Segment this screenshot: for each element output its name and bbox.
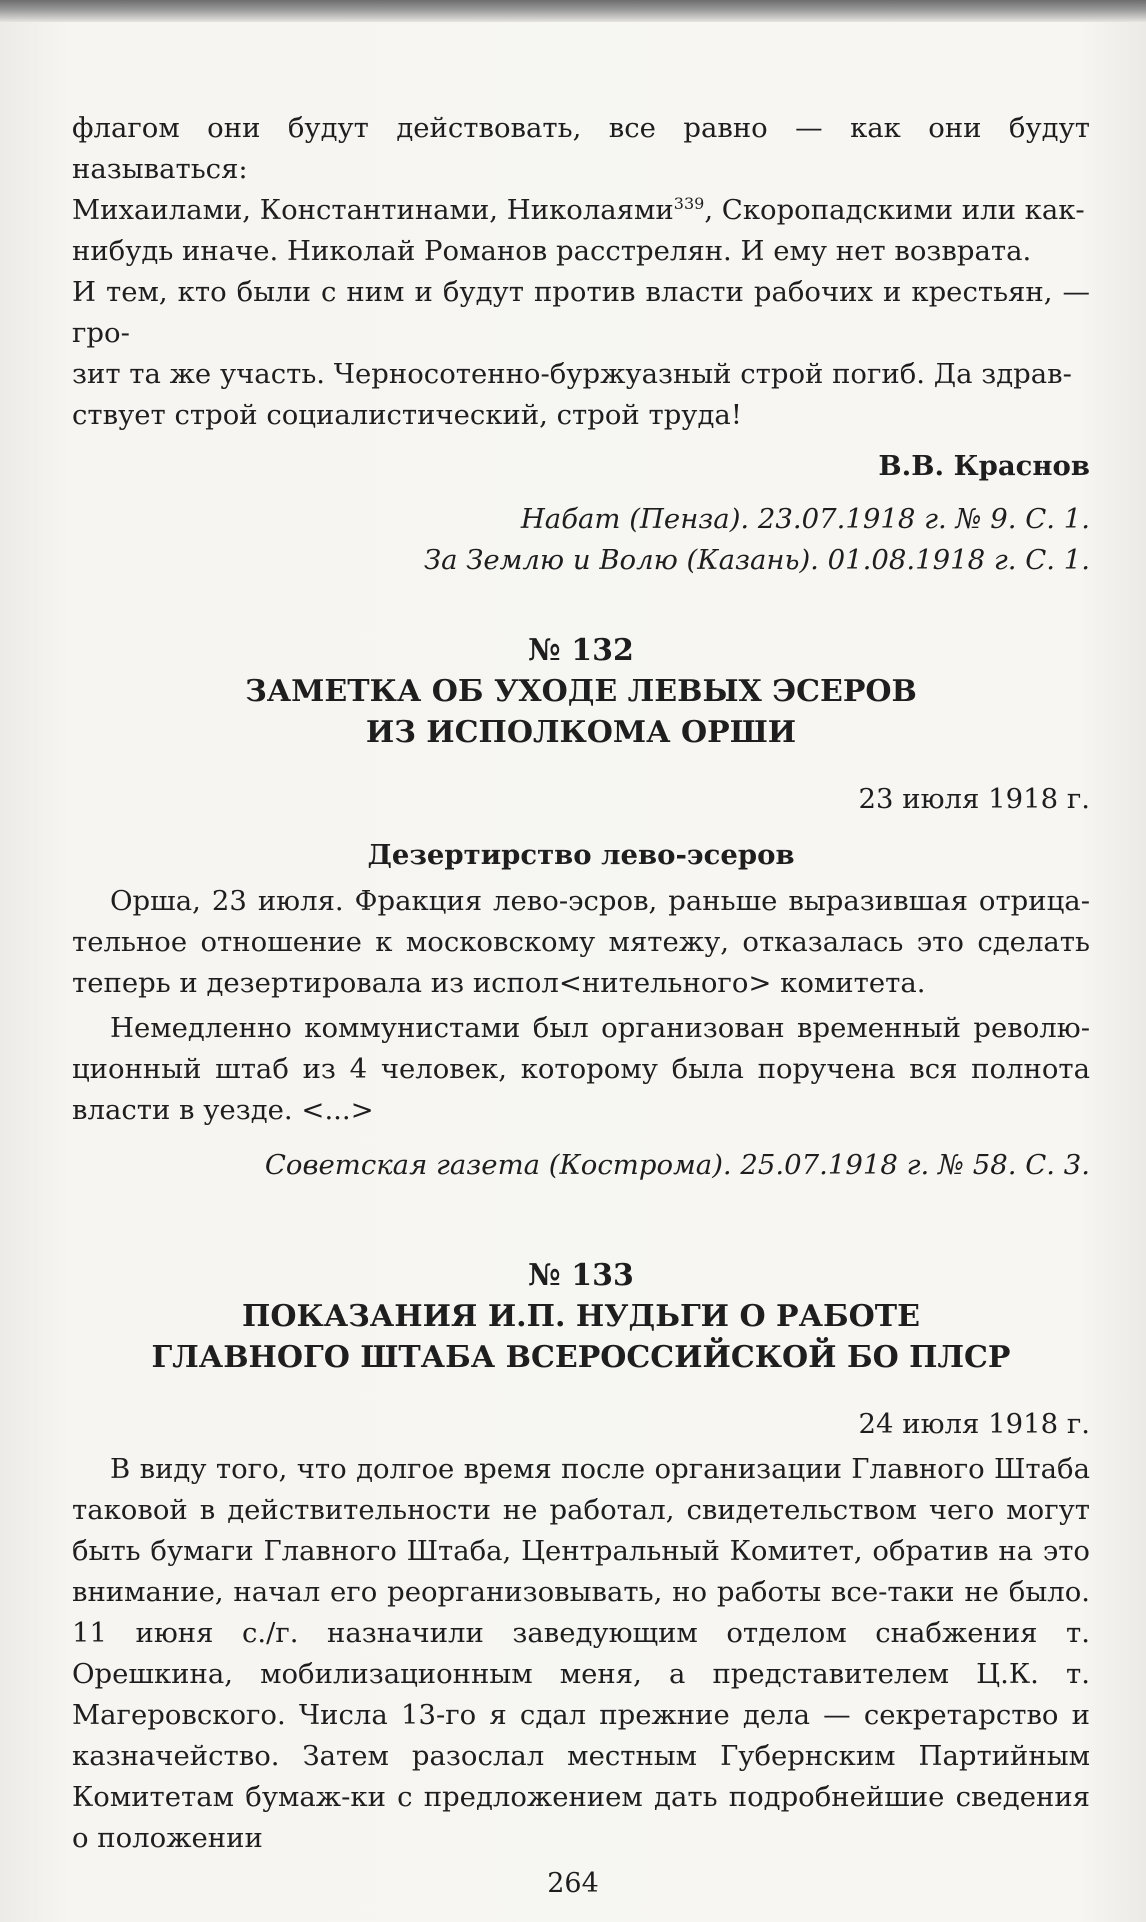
document-title: ГЛАВНОГО ШТАБА ВСЕРОССИЙСКОЙ БО ПЛСР [151, 1340, 1011, 1375]
intro-line: И тем, кто были с ним и будут против власти рабочих и крестьян, — гро- [72, 276, 1090, 349]
source-citation: Набат (Пенза). 23.07.1918 г. № 9. С. 1. [520, 503, 1090, 535]
author-signature: В.В. Краснов [878, 450, 1090, 482]
body-paragraph: Немедленно коммунистами был организован временный револю-ционный штаб из 4 человек, которому была поручена вся полнота власти в уезде. <...> [72, 1012, 1090, 1126]
document-date: 24 июля 1918 г. [858, 1408, 1090, 1440]
document-title: ПОКАЗАНИЯ И.П. НУДЬГИ О РАБОТЕ [241, 1299, 920, 1334]
page-number: 264 [547, 1868, 599, 1899]
document-title: ЗАМЕТКА ОБ УХОДЕ ЛЕВЫХ ЭСЕРОВ [245, 674, 917, 709]
intro-line: зит та же участь. Черносотенно-буржуазный строй погиб. Да здрав- [72, 358, 1072, 390]
article-subheading: Дезертирство лево-эсеров [367, 839, 795, 871]
intro-line [72, 190, 1090, 231]
intro-line-text: Михаилами, Константинами, Николаями [72, 194, 674, 226]
intro-line: флагом они будут действовать, все равно — как они будут называться: [72, 112, 1090, 185]
source-citation: Советская газета (Кострома). 25.07.1918 г. № 58. С. 3. [264, 1149, 1090, 1181]
document-title: ИЗ ИСПОЛКОМА ОРШИ [365, 715, 797, 750]
document-number: № 133 [528, 1258, 634, 1293]
source-citation: За Землю и Волю (Казань). 01.08.1918 г. С. 1. [423, 544, 1090, 576]
body-paragraph: Орша, 23 июля. Фракция лево-эсров, раньше выразившая отрица-тельное отношение к московскому мятежу, отказалась это сделать теперь и дезертировала из испол<нительного> комитета. [72, 885, 1090, 999]
footnote-ref: 339 [673, 193, 705, 213]
intro-line-tail: , Скоропадскими или как- [704, 194, 1085, 226]
body-paragraph: В виду того, что долгое время после организации Главного Штаба таковой в действительности не работал, свидетельством чего могут быть бумаги Главного Штаба, Центральный Комитет, обратив на это внимание, начал его реорганизовывать, но работы все-таки не было. 11 июня с./г. назначили заведующим отделом снабжения т. Орешкина, мобилизационным меня, а представителем Ц.К. т. Магеровского. Числа 13-го я сдал прежние дела — секретарство и казначейство. Затем разослал местным Губернским Партийным Комитетам бумаж-ки с предложением дать подробнейшие сведения о положении [72, 1453, 1090, 1854]
document-date: 23 июля 1918 г. [858, 783, 1090, 815]
intro-line: нибудь иначе. Николай Романов расстрелян. И ему нет возврата. [72, 235, 1032, 267]
document-number: № 132 [528, 633, 634, 668]
scan-edge [0, 0, 1146, 22]
text-column [72, 108, 1090, 1859]
intro-line: ствует строй социалистический, строй труда! [72, 399, 742, 431]
